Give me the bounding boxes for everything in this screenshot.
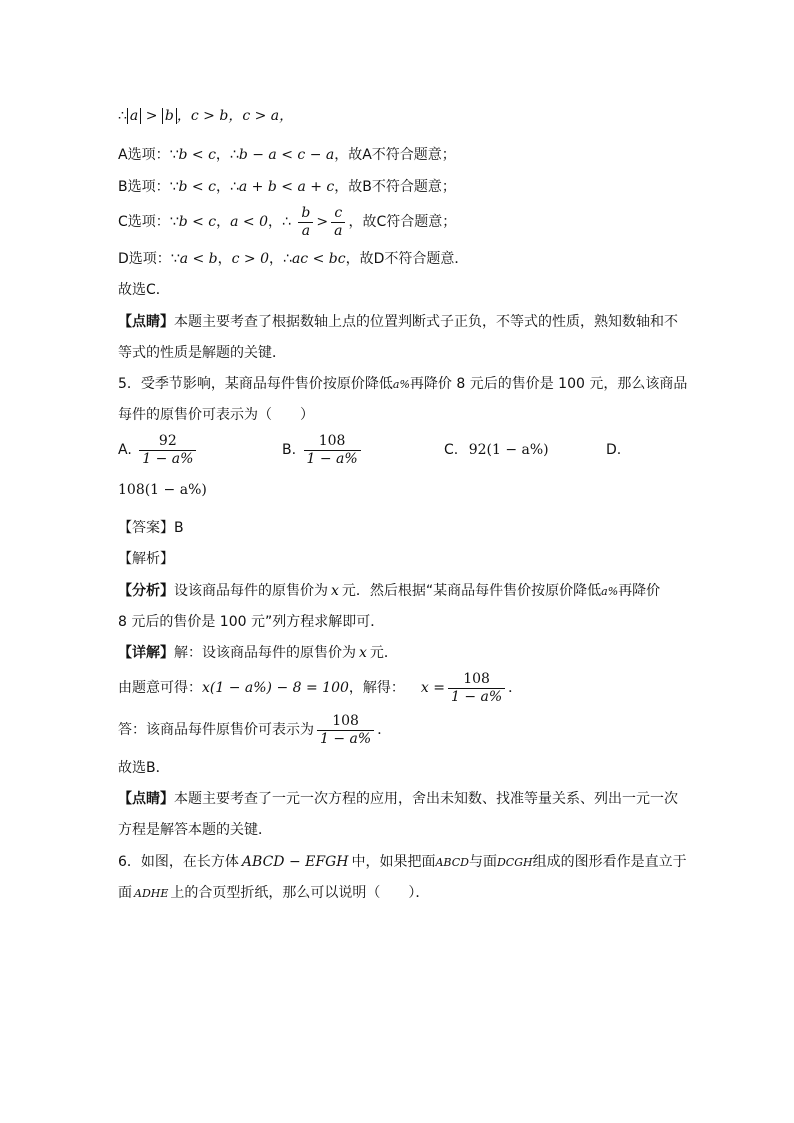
answer-fraction: $\frac{108}{1 - a\%}$ [317, 713, 374, 748]
fraction-c-over-a: $\frac{c}{a}$ [331, 205, 345, 240]
conclusion-c: 故选C． [118, 282, 170, 298]
choice-d-expression: 108(1 − a%) [118, 482, 207, 498]
choice-a: A. $\frac{92}{1 - a\%}$ [118, 430, 199, 470]
choice-b: B. $\frac{108}{1 - a\%}$ [282, 430, 364, 470]
choice-d-label: D. [606, 442, 622, 458]
analysis-line-2: 8 元后的售价是 100 元”列方程求解即可． [118, 614, 385, 630]
comment-2-line-2: 方程是解答本题的关键． [118, 822, 272, 838]
abs-a: a [127, 108, 141, 124]
answer-statement: 答：该商品每件原售价可表示为 $\frac{108}{1 - a\%}$ ． [118, 712, 392, 747]
option-b-analysis: B选项：∵b < c，∴a + b < a + c，故B不符合题意； [118, 179, 456, 195]
analysis-heading: 【解析】 [118, 551, 174, 567]
line-abs-comparison: ∴ a > b ，c > b，c > a， [118, 108, 294, 124]
equation-line: 由题意可得：x(1 − a%) − 8 = 100，解得： x = $\frac{108}{1 - a\%}$ ． [118, 670, 523, 705]
fraction-92: $\frac{92}{1 - a\%}$ [139, 433, 196, 468]
fraction-108: $\frac{108}{1 - a\%}$ [304, 433, 361, 468]
answer: 【答案】B [118, 520, 184, 536]
comment-2-line-1: 【点睛】本题主要考查了一元一次方程的应用，舍出未知数、找准等量关系、列出一元一次 [118, 791, 678, 807]
question-6-line-1: 6．如图，在长方体 ABCD − EFGH 中，如果把面ABCD与面DCGH组成的图形看作是直立于 [118, 854, 687, 870]
option-d-analysis: D选项：∵a < b，c > 0，∴ac < bc，故D不符合题意． [118, 251, 469, 267]
choice-c: C. 92(1 − a%) [444, 442, 549, 458]
question-5-line-2: 每件的原售价可表示为（ ） [118, 407, 314, 423]
question-6-line-2: 面 ADHE 上的合页型折纸，那么可以说明（ ）． [118, 885, 430, 901]
fraction-b-over-a: $\frac{b}{a}$ [298, 205, 313, 240]
question-5-line-1: 5．受季节影响，某商品每件售价按原价降低a%再降价 8 元后的售价是 100 元，那么该商品 [118, 376, 688, 392]
conclusion-b: 故选B． [118, 760, 170, 776]
option-c-analysis: C选项：∵b < c，a < 0，∴ $\frac{b}{a}$ > $\frac{c}{a}$ ，故C符合题意； [118, 204, 457, 239]
solution-fraction: $\frac{108}{1 - a\%}$ [448, 671, 505, 706]
analysis-line-1: 【分析】设该商品每件的原售价为 x 元．然后根据“某商品每件售价按原价降低a%再降价 [118, 583, 661, 599]
comment-1-line-2: 等式的性质是解题的关键． [118, 345, 286, 361]
detail-line-1: 【详解】解：设该商品每件的原售价为 x 元． [118, 645, 398, 661]
comment-1-line-1: 【点睛】本题主要考查了根据数轴上点的位置判断式子正负，不等式的性质，熟知数轴和不 [118, 314, 678, 330]
option-a-analysis: A选项：∵b < c，∴b − a < c − a，故A不符合题意； [118, 147, 456, 163]
abs-b: b [162, 108, 177, 124]
